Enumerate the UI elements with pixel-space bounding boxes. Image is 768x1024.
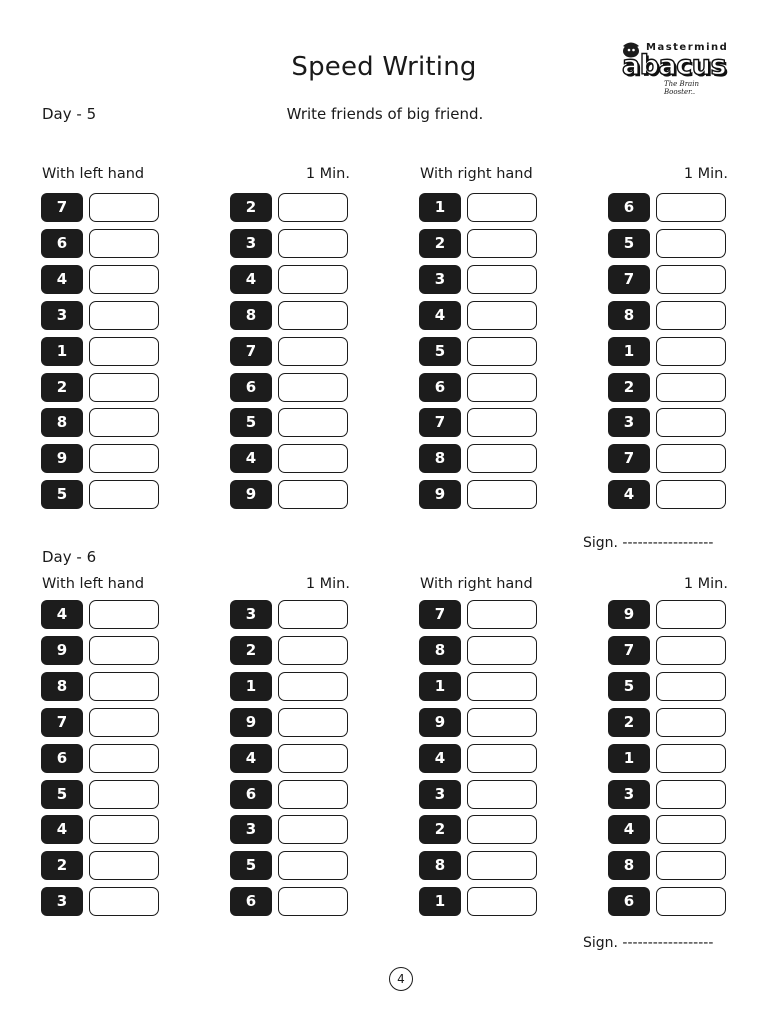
number-badge: 9 <box>419 708 461 737</box>
answer-box[interactable] <box>278 193 348 222</box>
number-badge: 5 <box>419 337 461 366</box>
answer-box[interactable] <box>467 887 537 916</box>
number-badge: 6 <box>41 229 83 258</box>
exercise-row <box>608 815 728 844</box>
exercise-row <box>608 265 728 294</box>
answer-box[interactable] <box>656 744 726 773</box>
number-badge: 7 <box>608 444 650 473</box>
answer-box[interactable] <box>467 708 537 737</box>
number-badge: 8 <box>419 851 461 880</box>
answer-box[interactable] <box>467 301 537 330</box>
exercise-row <box>41 815 161 844</box>
exercise-row <box>419 636 539 665</box>
answer-box[interactable] <box>467 780 537 809</box>
answer-box[interactable] <box>656 193 726 222</box>
exercise-row <box>608 600 728 629</box>
answer-box[interactable] <box>89 708 159 737</box>
signature-line: Sign. ------------------ <box>583 935 714 951</box>
number-badge: 9 <box>608 600 650 629</box>
time-limit-label: 1 Min. <box>683 166 728 182</box>
exercise-row <box>41 672 161 701</box>
answer-box[interactable] <box>278 851 348 880</box>
answer-box[interactable] <box>89 851 159 880</box>
answer-box[interactable] <box>278 708 348 737</box>
exercise-row <box>608 851 728 880</box>
time-limit-label: 1 Min. <box>305 166 350 182</box>
answer-box[interactable] <box>89 780 159 809</box>
answer-box[interactable] <box>467 851 537 880</box>
exercise-row <box>41 301 161 330</box>
answer-box[interactable] <box>278 408 348 437</box>
exercise-row <box>419 408 539 437</box>
number-badge: 6 <box>608 887 650 916</box>
number-badge: 3 <box>230 600 272 629</box>
exercise-row <box>608 373 728 402</box>
day-label: Day - 6 <box>42 548 97 566</box>
number-badge: 2 <box>608 708 650 737</box>
answer-box[interactable] <box>656 780 726 809</box>
exercise-row <box>608 780 728 809</box>
answer-box[interactable] <box>89 480 159 509</box>
answer-box[interactable] <box>656 636 726 665</box>
number-badge: 4 <box>419 301 461 330</box>
time-limit-label: 1 Min. <box>305 576 350 592</box>
answer-box[interactable] <box>278 301 348 330</box>
exercise-row <box>230 887 350 916</box>
exercise-row <box>41 636 161 665</box>
exercise-row <box>608 744 728 773</box>
number-badge: 6 <box>419 373 461 402</box>
exercise-row <box>608 301 728 330</box>
answer-box[interactable] <box>89 636 159 665</box>
exercise-row <box>41 480 161 509</box>
answer-box[interactable] <box>278 373 348 402</box>
answer-box[interactable] <box>278 337 348 366</box>
mastermind-abacus-logo <box>612 38 732 94</box>
number-badge: 7 <box>41 708 83 737</box>
number-badge: 7 <box>419 408 461 437</box>
exercise-row <box>230 301 350 330</box>
number-badge: 3 <box>230 815 272 844</box>
number-badge: 8 <box>230 301 272 330</box>
answer-box[interactable] <box>89 887 159 916</box>
number-badge: 9 <box>230 708 272 737</box>
number-badge: 5 <box>230 408 272 437</box>
number-badge: 2 <box>608 373 650 402</box>
exercise-row <box>419 672 539 701</box>
exercise-row <box>230 708 350 737</box>
number-badge: 1 <box>608 744 650 773</box>
exercise-row <box>41 887 161 916</box>
exercise-row <box>230 636 350 665</box>
number-badge: 3 <box>608 408 650 437</box>
exercise-row <box>419 193 539 222</box>
number-badge: 4 <box>230 265 272 294</box>
answer-box[interactable] <box>89 672 159 701</box>
logo-brand-top: Mastermind <box>646 42 729 53</box>
answer-box[interactable] <box>89 337 159 366</box>
exercise-row <box>419 780 539 809</box>
number-badge: 4 <box>419 744 461 773</box>
hand-heading: With right hand <box>420 576 533 592</box>
answer-box[interactable] <box>467 672 537 701</box>
number-badge: 3 <box>41 301 83 330</box>
exercise-row <box>419 480 539 509</box>
number-badge: 5 <box>230 851 272 880</box>
answer-box[interactable] <box>89 815 159 844</box>
number-badge: 3 <box>419 780 461 809</box>
exercise-row <box>41 600 161 629</box>
exercise-row <box>230 780 350 809</box>
number-badge: 4 <box>230 744 272 773</box>
answer-box[interactable] <box>467 636 537 665</box>
answer-box[interactable] <box>467 815 537 844</box>
number-badge: 9 <box>41 444 83 473</box>
answer-box[interactable] <box>89 265 159 294</box>
exercise-row <box>608 672 728 701</box>
number-badge: 1 <box>419 887 461 916</box>
signature-line: Sign. ------------------ <box>583 535 714 551</box>
answer-box[interactable] <box>89 193 159 222</box>
exercise-row <box>419 851 539 880</box>
answer-box[interactable] <box>467 373 537 402</box>
exercise-row <box>608 444 728 473</box>
number-badge: 6 <box>608 193 650 222</box>
number-badge: 3 <box>608 780 650 809</box>
exercise-row <box>608 337 728 366</box>
exercise-row <box>608 636 728 665</box>
answer-box[interactable] <box>467 480 537 509</box>
number-badge: 2 <box>41 851 83 880</box>
exercise-row <box>41 193 161 222</box>
answer-box[interactable] <box>656 815 726 844</box>
number-badge: 4 <box>608 815 650 844</box>
answer-box[interactable] <box>278 265 348 294</box>
exercise-row <box>608 887 728 916</box>
answer-box[interactable] <box>278 887 348 916</box>
logo-tagline: The Brain Booster.. <box>664 80 699 96</box>
answer-box[interactable] <box>278 744 348 773</box>
exercise-row <box>41 708 161 737</box>
answer-box[interactable] <box>656 265 726 294</box>
day-label: Day - 5 <box>42 105 97 123</box>
exercise-row <box>419 744 539 773</box>
number-badge: 5 <box>608 672 650 701</box>
answer-box[interactable] <box>656 337 726 366</box>
answer-box[interactable] <box>467 444 537 473</box>
exercise-row <box>419 373 539 402</box>
exercise-row <box>41 373 161 402</box>
number-badge: 1 <box>419 672 461 701</box>
number-badge: 7 <box>41 193 83 222</box>
exercise-row <box>230 373 350 402</box>
exercise-row <box>419 444 539 473</box>
number-badge: 8 <box>608 301 650 330</box>
answer-box[interactable] <box>656 408 726 437</box>
exercise-row <box>230 744 350 773</box>
answer-box[interactable] <box>89 301 159 330</box>
answer-box[interactable] <box>656 444 726 473</box>
number-badge: 5 <box>608 229 650 258</box>
number-badge: 2 <box>230 193 272 222</box>
exercise-row <box>419 887 539 916</box>
exercise-row <box>230 600 350 629</box>
answer-box[interactable] <box>656 672 726 701</box>
exercise-row <box>230 815 350 844</box>
exercise-row <box>41 851 161 880</box>
number-badge: 3 <box>230 229 272 258</box>
number-badge: 1 <box>419 193 461 222</box>
answer-box[interactable] <box>656 600 726 629</box>
answer-box[interactable] <box>656 480 726 509</box>
number-badge: 6 <box>41 744 83 773</box>
answer-box[interactable] <box>467 229 537 258</box>
exercise-row <box>230 337 350 366</box>
page-title: Speed Writing <box>291 52 477 82</box>
answer-box[interactable] <box>656 301 726 330</box>
answer-box[interactable] <box>656 887 726 916</box>
exercise-row <box>608 229 728 258</box>
exercise-row <box>419 337 539 366</box>
exercise-row <box>419 301 539 330</box>
number-badge: 6 <box>230 373 272 402</box>
number-badge: 8 <box>419 636 461 665</box>
answer-box[interactable] <box>656 851 726 880</box>
answer-box[interactable] <box>278 444 348 473</box>
number-badge: 6 <box>230 780 272 809</box>
number-badge: 3 <box>41 887 83 916</box>
exercise-row <box>608 193 728 222</box>
answer-box[interactable] <box>467 408 537 437</box>
instruction-text: Write friends of big friend. <box>286 105 484 123</box>
number-badge: 8 <box>41 408 83 437</box>
number-badge: 7 <box>230 337 272 366</box>
hand-heading: With right hand <box>420 166 533 182</box>
answer-box[interactable] <box>278 672 348 701</box>
answer-box[interactable] <box>278 229 348 258</box>
exercise-row <box>419 600 539 629</box>
number-badge: 6 <box>230 887 272 916</box>
answer-box[interactable] <box>89 373 159 402</box>
hand-heading: With left hand <box>42 576 145 592</box>
answer-box[interactable] <box>467 600 537 629</box>
number-badge: 7 <box>419 600 461 629</box>
exercise-row <box>230 193 350 222</box>
hand-heading: With left hand <box>42 166 145 182</box>
answer-box[interactable] <box>89 408 159 437</box>
number-badge: 4 <box>41 600 83 629</box>
exercise-row <box>41 780 161 809</box>
number-badge: 4 <box>608 480 650 509</box>
exercise-row <box>41 408 161 437</box>
number-badge: 4 <box>41 815 83 844</box>
number-badge: 3 <box>419 265 461 294</box>
number-badge: 1 <box>608 337 650 366</box>
exercise-row <box>41 229 161 258</box>
answer-box[interactable] <box>89 600 159 629</box>
answer-box[interactable] <box>656 229 726 258</box>
number-badge: 4 <box>230 444 272 473</box>
answer-box[interactable] <box>467 193 537 222</box>
exercise-row <box>230 408 350 437</box>
number-badge: 7 <box>608 265 650 294</box>
exercise-row <box>41 744 161 773</box>
number-badge: 9 <box>41 636 83 665</box>
exercise-row <box>608 708 728 737</box>
exercise-row <box>230 265 350 294</box>
page-number: 4 <box>389 967 413 991</box>
answer-box[interactable] <box>89 744 159 773</box>
answer-box[interactable] <box>467 744 537 773</box>
exercise-row <box>230 672 350 701</box>
time-limit-label: 1 Min. <box>683 576 728 592</box>
exercise-row <box>419 229 539 258</box>
exercise-row <box>41 337 161 366</box>
answer-box[interactable] <box>467 337 537 366</box>
exercise-row <box>41 444 161 473</box>
answer-box[interactable] <box>656 373 726 402</box>
number-badge: 4 <box>41 265 83 294</box>
number-badge: 1 <box>230 672 272 701</box>
logo-brand-main: abacus <box>622 50 727 81</box>
exercise-row <box>230 851 350 880</box>
number-badge: 8 <box>41 672 83 701</box>
number-badge: 7 <box>608 636 650 665</box>
exercise-row <box>230 444 350 473</box>
answer-box[interactable] <box>278 636 348 665</box>
number-badge: 1 <box>41 337 83 366</box>
number-badge: 9 <box>230 480 272 509</box>
exercise-row <box>419 815 539 844</box>
answer-box[interactable] <box>278 600 348 629</box>
number-badge: 2 <box>41 373 83 402</box>
answer-box[interactable] <box>467 265 537 294</box>
exercise-row <box>608 480 728 509</box>
exercise-row <box>419 708 539 737</box>
exercise-row <box>230 480 350 509</box>
exercise-row <box>419 265 539 294</box>
exercise-row <box>608 408 728 437</box>
number-badge: 8 <box>419 444 461 473</box>
answer-box[interactable] <box>278 480 348 509</box>
answer-box[interactable] <box>278 780 348 809</box>
number-badge: 2 <box>419 815 461 844</box>
answer-box[interactable] <box>89 229 159 258</box>
number-badge: 2 <box>230 636 272 665</box>
exercise-row <box>230 229 350 258</box>
number-badge: 2 <box>419 229 461 258</box>
number-badge: 5 <box>41 480 83 509</box>
number-badge: 8 <box>608 851 650 880</box>
exercise-row <box>41 265 161 294</box>
answer-box[interactable] <box>656 708 726 737</box>
answer-box[interactable] <box>278 815 348 844</box>
number-badge: 9 <box>419 480 461 509</box>
answer-box[interactable] <box>89 444 159 473</box>
number-badge: 5 <box>41 780 83 809</box>
